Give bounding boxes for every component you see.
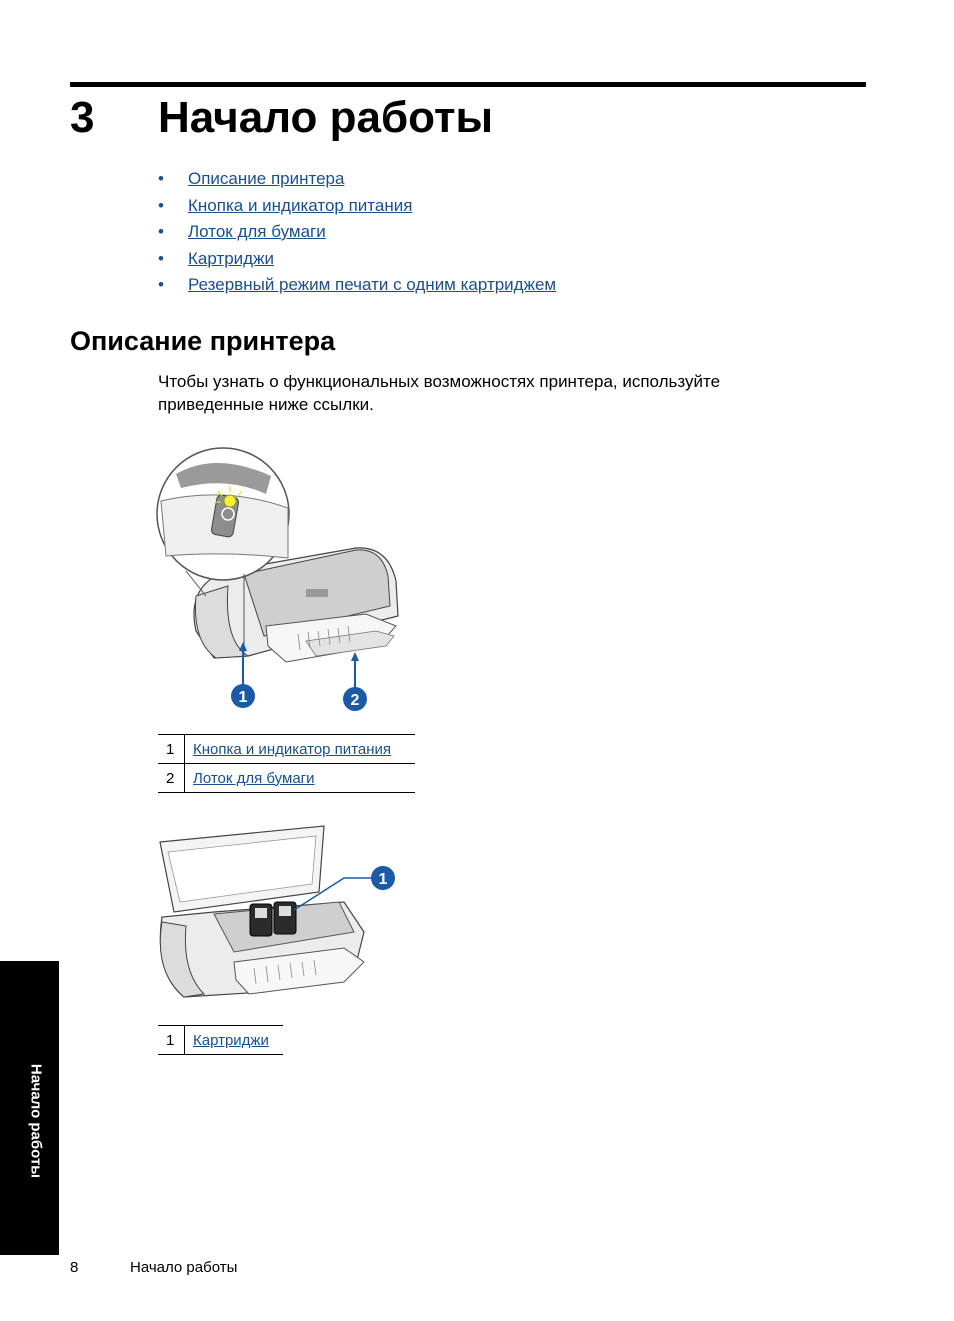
bullet-icon: • (158, 248, 164, 268)
legend-link-paper-tray[interactable]: Лоток для бумаги (193, 769, 315, 787)
legend-cell (185, 735, 416, 764)
legend-row (158, 764, 415, 793)
bullet-icon: • (158, 195, 164, 215)
callout-1-label: 1 (238, 689, 248, 706)
printer-front-illustration (156, 446, 406, 718)
callout-1-marker (371, 866, 395, 890)
legend-number: 1 (158, 735, 185, 764)
bullet-icon: • (158, 222, 164, 241)
callout-2-marker (343, 687, 367, 711)
chapter-side-tab (0, 961, 59, 1255)
toc-item (158, 246, 556, 273)
callout-1-label: 1 (378, 871, 388, 888)
toc-item (158, 272, 556, 299)
toc-link-reserve-mode[interactable]: Резервный режим печати с одним картриджем (188, 275, 557, 294)
section-title: Описание принтера (70, 326, 336, 356)
legend-row (158, 1026, 283, 1055)
section-intro: Чтобы узнать о функциональных возможностях принтера, используйте приведенные ниже ссылки. (158, 372, 721, 414)
toc-link-power-button[interactable]: Кнопка и индикатор питания (188, 195, 413, 215)
legend-row (158, 735, 415, 764)
chapter-contents (158, 166, 556, 299)
toc-link-printer-description[interactable]: Описание принтера (188, 169, 345, 188)
toc-link-paper-tray[interactable]: Лоток для бумаги (188, 222, 326, 241)
chapter-number: 3 (70, 93, 95, 142)
legend-number: 2 (158, 764, 185, 793)
footer-page-number: 8 (70, 1259, 79, 1276)
footer-title: Начало работы (130, 1259, 238, 1276)
toc-item (158, 219, 556, 246)
chapter-title: Начало работы (158, 93, 494, 142)
callout-2-label: 2 (350, 692, 360, 709)
callout-1-marker (231, 684, 255, 708)
chapter-rule (70, 82, 866, 87)
printer-open-cover-illustration (154, 822, 404, 1004)
figure2-legend (158, 1025, 283, 1055)
bullet-icon: • (158, 169, 164, 188)
legend-number: 1 (158, 1026, 185, 1055)
legend-link-cartridges[interactable]: Картриджи (193, 1031, 269, 1049)
toc-item (158, 166, 556, 193)
legend-cell (185, 764, 416, 793)
bullet-icon: • (158, 275, 164, 294)
legend-link-power-button[interactable]: Кнопка и индикатор питания (193, 740, 392, 758)
legend-cell (185, 1026, 284, 1055)
figure1-legend (158, 734, 415, 793)
side-tab-label: Начало работы (27, 1063, 45, 1179)
toc-item (158, 193, 556, 220)
toc-link-cartridges[interactable]: Картриджи (188, 248, 274, 268)
